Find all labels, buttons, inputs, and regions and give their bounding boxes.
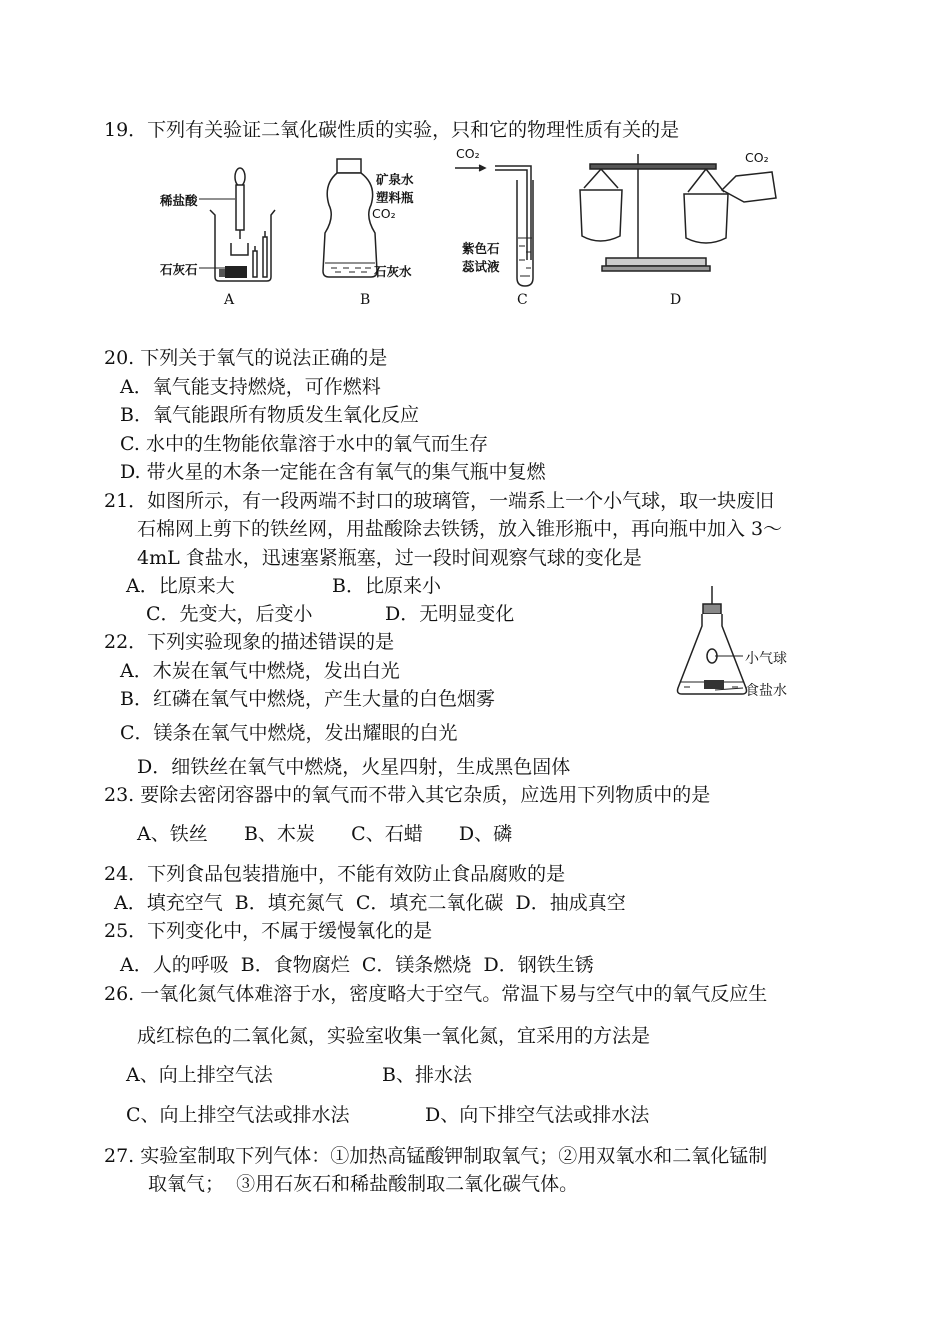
fig-c-litmus-label-1: 紫色石: [462, 241, 500, 256]
fig-a-acid-label: 稀盐酸: [160, 193, 198, 208]
q26-option-d: D、向下排空气法或排水法: [425, 1104, 650, 1126]
fig-c-litmus-label-2: 蕊试液: [462, 259, 500, 274]
q23-stem: 23. 要除去密闭容器中的氧气而不带入其它杂质，应选用下列物质中的是: [104, 784, 711, 806]
q26-line-1: 26. 一氧化氮气体难溶于水，密度略大于空气。常温下易与空气中的氧气反应生: [104, 983, 768, 1005]
q22-option-b: B．红磷在氧气中燃烧，产生大量的白色烟雾: [120, 688, 495, 710]
q19-figure-d: [576, 150, 786, 280]
fig-d-label: D: [670, 292, 682, 308]
q21-option-a: A．比原来大: [126, 575, 235, 597]
fig-b-bottle-label: 塑料瓶: [376, 190, 414, 205]
q21-option-c: C．先变大，后变小: [146, 603, 313, 625]
q22-option-d: D．细铁丝在氧气中燃烧，火星四射，生成黑色固体: [137, 756, 571, 778]
q26-option-c: C、向上排空气法或排水法: [126, 1104, 350, 1126]
q20-stem: 20. 下列关于氧气的说法正确的是: [104, 347, 388, 369]
q19-figure-a: [155, 155, 285, 310]
fig-c-co2-label: CO₂: [456, 146, 480, 161]
q25-options: A．人的呼吸 B．食物腐烂 C．镁条燃烧 D．钢铁生锈: [120, 954, 594, 976]
q25-stem: 25．下列变化中，不属于缓慢氧化的是: [104, 920, 433, 942]
fig-a-stone-label: 石灰石: [160, 262, 198, 277]
q21-balloon-label: 小气球: [745, 651, 787, 667]
q23-options: A、铁丝 B、木炭 C、石蜡 D、磷: [137, 823, 513, 845]
fig-b-limewater-label: 石灰水: [374, 264, 412, 279]
q19-stem: 19．下列有关验证二氧化碳性质的实验，只和它的物理性质有关的是: [104, 119, 680, 141]
fig-b-label: B: [360, 292, 371, 308]
q27-line-2: 取氧气； ③用石灰石和稀盐酸制取二氧化碳气体。: [148, 1173, 579, 1195]
fig-b-co2-label: CO₂: [372, 206, 396, 221]
q26-line-2: 成红棕色的二氧化氮，实验室收集一氧化氮，宜采用的方法是: [137, 1025, 651, 1047]
q24-stem: 24．下列食品包装措施中，不能有效防止食品腐败的是: [104, 863, 566, 885]
q26-option-a: A、向上排空气法: [126, 1064, 273, 1086]
q20-option-d: D. 带火星的木条一定能在含有氧气的集气瓶中复燃: [120, 461, 546, 483]
q22-stem: 22．下列实验现象的描述错误的是: [104, 631, 395, 653]
q26-option-b: B、排水法: [382, 1064, 472, 1086]
q21-flask-pointers: [715, 648, 745, 698]
q22-option-c: C．镁条在氧气中燃烧，发出耀眼的白光: [120, 722, 458, 744]
q27-line-1: 27. 实验室制取下列气体：①加热高锰酸钾制取氧气；②用双氧水和二氧化锰制: [104, 1145, 768, 1167]
q22-option-a: A．木炭在氧气中燃烧，发出白光: [120, 660, 400, 682]
fig-c-label: C: [517, 292, 528, 308]
q20-option-b: B．氧气能跟所有物质发生氧化反应: [120, 404, 419, 426]
q21-line-3: 4mL 食盐水，迅速塞紧瓶塞，过一段时间观察气球的变化是: [137, 547, 642, 569]
q21-option-b: B．比原来小: [332, 575, 441, 597]
q24-options: A．填充空气 B．填充氮气 C．填充二氧化碳 D．抽成真空: [114, 892, 626, 914]
q20-option-c: C. 水中的生物能依靠溶于水中的氧气而生存: [120, 433, 488, 455]
q20-option-a: A．氧气能支持燃烧，可作燃料: [120, 376, 381, 398]
q21-line-1: 21．如图所示，有一段两端不封口的玻璃管，一端系上一个小气球，取一块废旧: [104, 490, 775, 512]
q21-option-d: D．无明显变化: [385, 603, 515, 625]
q21-salt-label: 食盐水: [745, 683, 787, 699]
q21-line-2: 石棉网上剪下的铁丝网，用盐酸除去铁锈，放入锥形瓶中，再向瓶中加入 3～: [137, 518, 783, 540]
fig-d-co2-label: CO₂: [745, 150, 769, 165]
fig-a-label: A: [224, 292, 235, 308]
fig-b-water-label: 矿泉水: [376, 172, 414, 187]
